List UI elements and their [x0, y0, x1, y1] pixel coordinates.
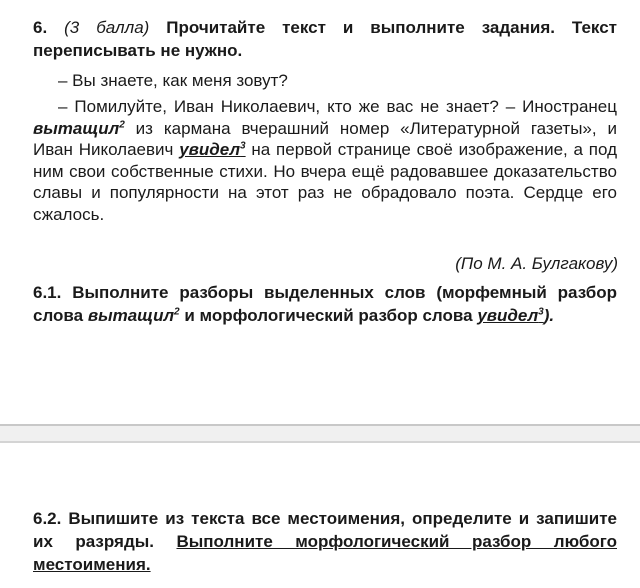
- superscript-2: 2: [119, 118, 125, 130]
- superscript-3: 3: [240, 140, 246, 152]
- page-gap: [0, 426, 640, 441]
- word-vytaschil: вытащил: [33, 118, 120, 138]
- task-6-1-sup-3: 3: [538, 306, 544, 318]
- task-6-number: 6.: [33, 18, 48, 37]
- task-6-heading: [33, 16, 617, 62]
- word-uvidel: увидел: [179, 140, 241, 160]
- task-6-1-sup-2: 2: [174, 306, 180, 318]
- highlighted-word-vytaschil: [33, 119, 125, 138]
- text-line-question: – Вы знаете, как меня зовут?: [58, 71, 288, 90]
- task-6-1-part-b: и морфологический разбор слова: [179, 306, 478, 325]
- task-6-2-part-a: 6.2. Выпишите из текста все местоимения, определите и запишите их разряды.: [33, 509, 617, 551]
- task-6-1-word1: [88, 306, 180, 325]
- task-6-2: [33, 507, 617, 576]
- text-part-c: на первой странице своё изображение, а под ним свои собственные стихи. Но вчера ещё радовавшее доказательство славы и популярности на этот раз не обрадовало поэта. Сердце его сжалось.: [33, 140, 617, 224]
- highlighted-word-uvidel: [179, 140, 245, 159]
- text-part-b: из кармана вчерашний номер «Литературной газеты», и Иван Николаевич: [33, 118, 617, 160]
- task-6-instruction: Прочитайте текст и выполните задания. Текст переписывать не нужно.: [33, 18, 617, 60]
- task-6-1-word2: [477, 306, 543, 325]
- task-6-1-part-a: 6.1. Выполните разборы выделенных слов (морфемный разбор слова: [33, 283, 617, 325]
- text-paragraph: [33, 96, 617, 226]
- task-6-points: (3 балла): [64, 18, 150, 37]
- document-page-bottom: [0, 443, 640, 588]
- text-part-a: – Помилуйте, Иван Николаевич, кто же вас не знает? – Иностранец: [58, 97, 617, 116]
- task-6-1-word2-text: увидел: [477, 306, 539, 325]
- task-6-1: [33, 281, 617, 327]
- task-6-1-part-c: ).: [543, 306, 555, 325]
- text-author: (По М. А. Булгакову): [455, 254, 618, 273]
- task-6-2-part-b: Выполните морфологический разбор любого местоимения.: [33, 532, 617, 574]
- task-6-1-word1-text: вытащил: [87, 306, 175, 325]
